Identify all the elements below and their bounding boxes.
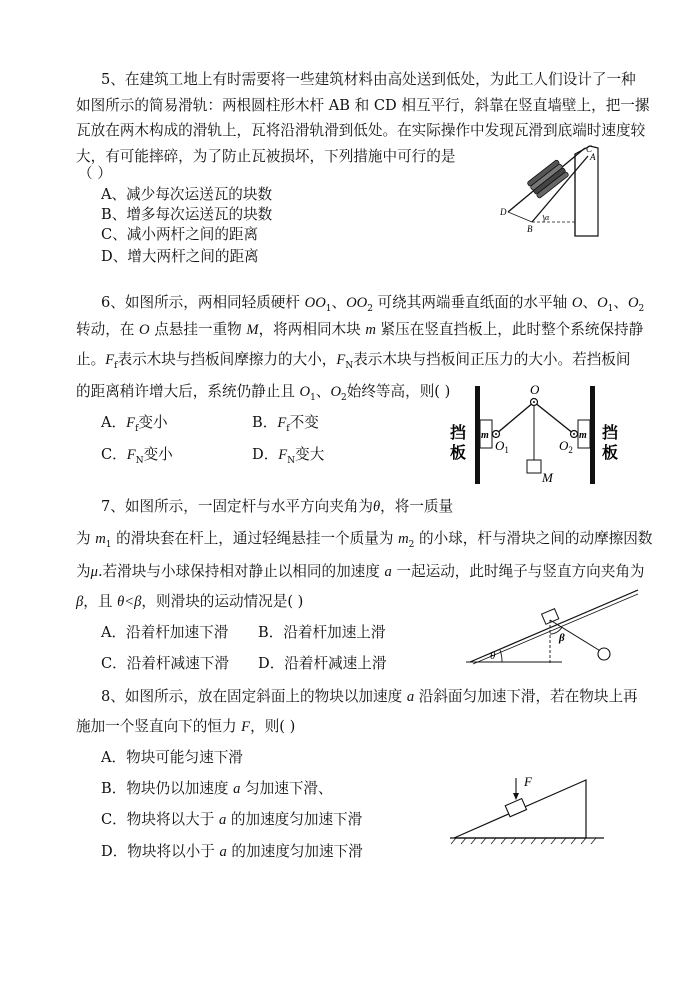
q5-label-a: A xyxy=(590,152,596,162)
q6-option-a: A．$F_f$变小 xyxy=(101,414,168,434)
q7-theta-label: θ xyxy=(490,650,496,662)
q6-option-d: D．$F_N$变大 xyxy=(252,446,325,466)
q6-pivot-o2-label: $O_2$ xyxy=(559,438,573,455)
q6-left-board-label-bottom: 板 xyxy=(450,445,467,462)
q6-stem-line-4: 的距离稍许增大后，系统仍静止且 $O_1$、$O_2$始终等高，则( ) xyxy=(76,383,451,403)
q8-option-b: B．物块仍以加速度 a 匀加速下滑、 xyxy=(101,780,333,797)
q6-right-board-label-top: 挡 xyxy=(602,425,619,442)
q8-incline-figure xyxy=(448,770,608,850)
q6-stem-line-3: 止。$F_f$表示木块与挡板间摩擦力的大小，$F_N$表示木块与挡板间正压力的大小。若挡板间 xyxy=(76,351,631,371)
q5-option-c: C、减小两杆之间的距离 xyxy=(101,226,259,243)
q8-stem-line-2: 施加一个竖直向下的恒力 F，则( ) xyxy=(76,718,296,735)
q6-mass-label: M xyxy=(542,470,553,485)
q7-option-c: C．沿着杆减速下滑 xyxy=(101,655,229,672)
q5-stem-line-3: 瓦放在两木构成的滑轨上，瓦将沿滑轨滑到低处。在实际操作中发现瓦滑到底端时速度较 xyxy=(76,122,646,139)
q8-force-label: F xyxy=(524,774,532,789)
q5-option-a: A、减少每次运送瓦的块数 xyxy=(101,186,273,203)
q8-option-c: C．物块将以大于 a 的加速度匀加速下滑 xyxy=(101,811,363,828)
q6-left-board-label-top: 挡 xyxy=(450,425,467,442)
q8-option-d: D．物块将以小于 a 的加速度匀加速下滑 xyxy=(101,843,363,860)
q5-label-b: B xyxy=(527,224,533,234)
q7-rod-slider-figure xyxy=(462,584,642,668)
q5-answer-bracket: （ ） xyxy=(78,165,112,182)
q6-rod-block-figure xyxy=(446,378,626,490)
q8-stem-line-1: 8、如图所示，放在固定斜面上的物块以加速度 a 沿斜面匀加速下滑，若在物块上再 xyxy=(101,688,638,705)
q6-pivot-o1-label: $O_1$ xyxy=(495,438,509,455)
q8-option-a: A．物块可能匀速下滑 xyxy=(101,749,243,766)
q7-stem-line-4: β，且 θ<β，则滑块的运动情况是( ) xyxy=(76,593,304,610)
q7-option-a: A．沿着杆加速下滑 xyxy=(101,624,229,641)
q5-label-c: C xyxy=(586,144,593,154)
q7-stem-line-3: 为μ.若滑块与小球保持相对静止以相同的加速度 a 一起运动，此时绳子与竖直方向夹角为 xyxy=(76,563,645,580)
q7-option-b: B．沿着杆加速上滑 xyxy=(258,624,386,641)
q7-beta-label: β xyxy=(559,632,565,644)
q5-option-b: B、增多每次运送瓦的块数 xyxy=(101,206,273,223)
q5-slide-rail-figure xyxy=(500,142,615,238)
q7-option-d: D．沿着杆减速上滑 xyxy=(258,655,387,672)
q5-stem-line-1: 5、在建筑工地上有时需要将一些建筑材料由高处送到低处，为此工人们设计了一种 xyxy=(101,71,636,88)
q6-option-c: C．$F_N$变小 xyxy=(101,446,173,466)
q7-stem-line-1: 7、如图所示，一固定杆与水平方向夹角为θ，将一质量 xyxy=(101,498,454,515)
q5-option-d: D、增大两杆之间的距离 xyxy=(101,248,259,265)
q6-left-block-label: m xyxy=(481,430,489,441)
q6-right-board-label-bottom: 板 xyxy=(602,445,619,462)
q6-stem-line-1: 6、如图所示，两相同轻质硬杆 $OO_1$、$OO_2$ 可绕其两端垂直纸面的水平轴 O、$O_1$、$O_2$ xyxy=(101,294,645,314)
q6-right-block-label: m xyxy=(579,430,587,441)
q6-stem-line-2: 转动，在 O 点悬挂一重物 M，将两相同木块 m 紧压在竖直挡板上，此时整个系统保持静 xyxy=(76,321,644,338)
q5-label-alpha: α xyxy=(545,213,550,222)
q5-stem-line-2: 如图所示的简易滑轨：两根圆柱形木杆 AB 和 CD 相互平行，斜靠在竖直墙壁上，把一摞 xyxy=(76,97,650,114)
q7-stem-line-2: 为 $m_1$ 的滑块套在杆上，通过轻绳悬挂一个质量为 $m_2$ 的小球，杆与滑块之间的动摩擦因数 xyxy=(76,530,653,550)
q6-pivot-o-label: O xyxy=(530,382,540,397)
q5-label-d: D xyxy=(500,207,507,217)
q5-stem-line-4: 大，有可能摔碎，为了防止瓦被损坏，下列措施中可行的是 xyxy=(76,148,456,165)
q6-option-b: B．$F_f$不变 xyxy=(252,414,319,434)
